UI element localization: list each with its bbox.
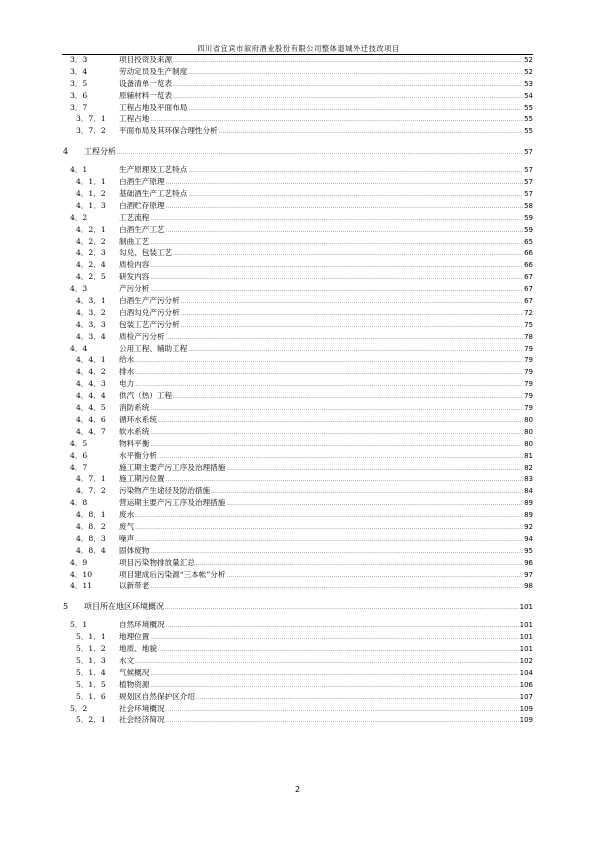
toc-entry-page: 79: [524, 368, 533, 377]
toc-entry-page: 79: [524, 344, 533, 353]
toc-entry-number: 5．1．1: [76, 632, 106, 642]
toc-entry-number: 5．1．6: [76, 691, 106, 701]
toc-entry-number: 3．6: [70, 90, 88, 100]
toc-entry-page: 58: [524, 201, 533, 210]
toc-entry-title: 工艺流程: [119, 212, 150, 222]
toc-entry-number: 5．1: [70, 620, 88, 630]
toc-leader-dots: [150, 580, 523, 594]
toc-entry[interactable]: [62, 569, 533, 581]
toc-entry-page: 55: [524, 115, 533, 124]
toc-entry-page: 55: [524, 127, 533, 136]
toc-entry-title: 以新带老: [119, 581, 150, 591]
toc-entry-number: 4．6: [70, 450, 88, 460]
toc-entry-title: 设备清单一览表: [119, 78, 173, 88]
toc-entry-title: 物料平衡: [119, 438, 150, 448]
toc-entry-title: 基础酒生产工艺特点: [119, 189, 188, 199]
toc-entry[interactable]: [62, 354, 533, 366]
toc-entry-page: 95: [524, 546, 533, 555]
toc-entry-page: 89: [524, 499, 533, 508]
toc-entry-page: 72: [524, 308, 533, 317]
toc-entry-page: 80: [524, 427, 533, 436]
toc-entry-title: 工程分析: [84, 147, 116, 157]
toc-entry-page: 79: [524, 380, 533, 389]
toc-entry-number: 3．4: [70, 66, 88, 76]
toc-entry-number: 4．10: [70, 569, 93, 579]
toc-entry-title: 施工期污位置: [119, 474, 165, 484]
toc-entry-number: 4．4: [70, 343, 88, 353]
toc-entry-number: 4．3．4: [76, 331, 106, 341]
toc-entry-page: 94: [524, 534, 533, 543]
toc-entry-title: 项目所在地区环境概况: [84, 602, 164, 612]
toc-leader-dots: [219, 125, 523, 139]
toc-entry[interactable]: [62, 200, 533, 212]
toc-entry[interactable]: [62, 331, 533, 343]
toc-entry-number: 4．8: [70, 498, 88, 508]
toc-entry-page: 101: [519, 645, 533, 654]
toc-entry-number: 4．7．1: [76, 474, 106, 484]
toc-entry-number: 4．8．4: [76, 545, 106, 555]
toc-entry-number: 5．2．1: [76, 715, 106, 725]
toc-entry-page: 59: [524, 213, 533, 222]
toc-entry-title: 噪声: [119, 533, 135, 543]
toc-entry[interactable]: [62, 66, 533, 78]
toc-entry-number: 4．4．5: [76, 403, 106, 413]
toc-entry-number: 4．9: [70, 557, 88, 567]
toc-entry-page: 96: [524, 558, 533, 567]
toc-entry-page: 53: [524, 79, 533, 88]
toc-entry[interactable]: [62, 473, 533, 485]
toc-entry-title: 消防系统: [119, 403, 150, 413]
toc-entry-page: 98: [524, 582, 533, 591]
toc-entry[interactable]: [62, 545, 533, 557]
toc-entry-number: 4．7: [70, 462, 88, 472]
toc-entry-number: 5．1．4: [76, 667, 106, 677]
toc-entry-title: 植物资源: [119, 679, 150, 689]
toc-entry-title: 电力: [119, 379, 135, 389]
toc-entry[interactable]: [62, 378, 533, 390]
toc-entry-page: 66: [524, 261, 533, 270]
toc-entry-page: 57: [524, 178, 533, 187]
toc-entry-page: 57: [524, 148, 533, 157]
toc-entry[interactable]: [62, 521, 533, 533]
toc-entry-title: 营运期主要产污工序及治理措施: [119, 498, 226, 508]
toc-entry-title: 原辅材料一览表: [119, 90, 173, 100]
toc-entry-number: 4．1．2: [76, 189, 106, 199]
toc-entry[interactable]: [62, 533, 533, 545]
toc-entry-number: 4．2．1: [76, 224, 106, 234]
toc-entry[interactable]: [62, 580, 533, 592]
toc-entry-page: 89: [524, 511, 533, 520]
toc-entry-number: 4．8．1: [76, 510, 106, 520]
toc-entry-title: 平面布局及其环保合理性分析: [119, 126, 218, 136]
toc-entry-number: 4．11: [70, 581, 93, 591]
toc-entry[interactable]: [62, 54, 533, 66]
toc-entry-number: 4．3．1: [76, 296, 106, 306]
toc-entry[interactable]: [62, 402, 533, 414]
toc-entry[interactable]: [62, 509, 533, 521]
toc-entry-number: 4．5: [70, 438, 88, 448]
toc-entry-number: 4．8．3: [76, 533, 106, 543]
toc-entry-page: 81: [524, 451, 533, 460]
toc-entry-number: 4．7．2: [76, 486, 106, 496]
toc-entry[interactable]: [62, 462, 533, 474]
toc-entry[interactable]: [62, 188, 533, 200]
toc-entry-page: 57: [524, 166, 533, 175]
toc-entry-number: 3．7．2: [76, 126, 106, 136]
toc-entry[interactable]: [62, 390, 533, 402]
toc-entry-title: 供汽（热）工程: [119, 391, 173, 401]
toc-entry-number: 4．8．2: [76, 521, 106, 531]
toc-entry-page: 66: [524, 249, 533, 258]
toc-entry-number: 5．1．3: [76, 655, 106, 665]
toc-entry-page: 84: [524, 487, 533, 496]
toc-entry-title: 项目投资及来源: [119, 55, 173, 64]
toc-entry-page: 67: [524, 297, 533, 306]
toc-entry-page: 67: [524, 285, 533, 294]
toc-entry[interactable]: [62, 125, 533, 137]
toc-entry[interactable]: [62, 271, 533, 283]
page-number: 2: [294, 785, 301, 794]
toc-entry-page: 54: [524, 91, 533, 100]
toc-entry-number: 4．4．1: [76, 355, 106, 365]
toc-entry-title: 白酒勾兑产污分析: [119, 307, 180, 317]
toc-entry-page: 109: [519, 716, 533, 725]
toc-entry-page: 59: [524, 225, 533, 234]
toc-entry[interactable]: [62, 259, 533, 271]
toc-entry[interactable]: [62, 643, 533, 655]
toc-leader-dots: [117, 146, 523, 160]
toc-entry-number: 4．2．5: [76, 272, 106, 282]
toc-entry-number: 4．4．6: [76, 414, 106, 424]
toc-entry[interactable]: [62, 78, 533, 90]
toc-entry[interactable]: [62, 601, 533, 613]
running-header: 四川省宜宾市叙府酒业股份有限公司整体退城外迁技改项目: [197, 44, 400, 53]
toc-entry-number: 4．4．3: [76, 379, 106, 389]
toc-entry[interactable]: [62, 236, 533, 248]
toc-leader-dots: [165, 601, 519, 615]
toc-entry-page: 52: [524, 67, 533, 76]
toc-entry-title: 循环水系统: [119, 414, 157, 424]
toc-entry-title: 工程占地: [119, 114, 150, 124]
toc-entry-page: 101: [519, 633, 533, 642]
toc-entry-title: 固体废物: [119, 545, 150, 555]
toc-entry[interactable]: [62, 224, 533, 236]
toc-entry-number: 4: [63, 147, 69, 157]
toc-entry-title: 地质、地貌: [119, 644, 157, 654]
toc-entry-title: 白酒生产原理: [119, 177, 165, 187]
toc-entry-number: 4．3．3: [76, 319, 106, 329]
toc-entry-number: 4．3．2: [76, 307, 106, 317]
toc-entry[interactable]: [62, 343, 533, 355]
toc-entry-number: 3．3: [70, 55, 88, 64]
toc-entry-page: 106: [519, 680, 533, 689]
toc-entry-page: 67: [524, 273, 533, 282]
toc-entry-number: 4．1: [70, 165, 88, 175]
toc-entry[interactable]: [62, 655, 533, 667]
toc-entry-title: 白酒贮存原理: [119, 200, 165, 210]
toc-entry[interactable]: [62, 485, 533, 497]
toc-entry-title: 排水: [119, 367, 135, 377]
toc-leader-dots: [166, 714, 519, 728]
toc-entry[interactable]: [62, 667, 533, 679]
toc-entry-title: 质检内容: [119, 260, 150, 270]
toc-entry-title: 污染物产生途径及防治措施: [119, 486, 211, 496]
toc-entry[interactable]: [62, 426, 533, 438]
toc-entry-page: 82: [524, 463, 533, 472]
toc-entry-title: 制曲工艺: [119, 236, 150, 246]
toc-entry-title: 研发内容: [119, 272, 150, 282]
toc-entry-title: 水平衡分析: [119, 450, 157, 460]
toc-entry-title: 产污分析: [119, 284, 150, 294]
toc-entry-page: 79: [524, 356, 533, 365]
toc-entry[interactable]: [62, 691, 533, 703]
toc-entry-number: 4．2: [70, 212, 88, 222]
toc-entry[interactable]: [62, 497, 533, 509]
toc-entry-number: 4．2．4: [76, 260, 106, 270]
toc-entry-title: 气候概况: [119, 667, 150, 677]
toc-entry-title: 废水: [119, 510, 135, 520]
toc-entry[interactable]: [62, 450, 533, 462]
toc-entry-title: 地理位置: [119, 632, 150, 642]
toc-entry-page: 97: [524, 570, 533, 579]
toc-entry[interactable]: [62, 307, 533, 319]
toc-entry-number: 4．4．2: [76, 367, 106, 377]
toc-entry[interactable]: [62, 212, 533, 224]
toc-entry-title: 给水: [119, 355, 135, 365]
toc-entry-page: 55: [524, 103, 533, 112]
toc-entry[interactable]: [62, 619, 533, 631]
toc-entry-page: 57: [524, 190, 533, 199]
toc-entry-title: 白酒生产工艺: [119, 224, 165, 234]
toc-entry[interactable]: [62, 438, 533, 450]
toc-entry-title: 项目建成后污染源“三本帐”分析: [119, 569, 226, 579]
toc-entry-page: 80: [524, 439, 533, 448]
toc-entry-page: 107: [519, 692, 533, 701]
toc-entry[interactable]: [62, 714, 533, 726]
toc-entry-page: 83: [524, 475, 533, 484]
toc-entry-page: 101: [519, 621, 533, 630]
toc-entry-page: 80: [524, 415, 533, 424]
toc-entry-title: 勾兑、包装工艺: [119, 248, 173, 258]
toc-entry[interactable]: [62, 113, 533, 125]
toc-entry-page: 79: [524, 392, 533, 401]
toc-entry-page: 101: [519, 603, 533, 612]
toc-entry-title: 施工期主要产污工序及治理措施: [119, 462, 226, 472]
toc-entry[interactable]: [62, 703, 533, 715]
toc-entry-number: 4．4．4: [76, 391, 106, 401]
toc-entry-title: 社会经济简况: [119, 715, 165, 725]
toc-entry[interactable]: [62, 557, 533, 569]
toc-entry-number: 5: [63, 602, 69, 612]
toc-entry-title: 质检产污分析: [119, 331, 165, 341]
toc-entry[interactable]: [62, 295, 533, 307]
toc-entry[interactable]: [62, 146, 533, 158]
toc-entry-number: 3．5: [70, 78, 88, 88]
toc-entry[interactable]: [62, 247, 533, 259]
toc-entry-title: 白酒生产产污分析: [119, 296, 180, 306]
toc-entry-title: 软水系统: [119, 426, 150, 436]
toc-entry[interactable]: [62, 176, 533, 188]
toc-entry-title: 社会环境概况: [119, 703, 165, 713]
toc-entry-title: 包装工艺产污分析: [119, 319, 180, 329]
toc-entry-number: 5．2: [70, 703, 88, 713]
toc-entry-number: 5．1．5: [76, 679, 106, 689]
toc-entry[interactable]: [62, 319, 533, 331]
toc-entry-title: 规划区自然保护区介绍: [119, 691, 195, 701]
toc-entry-title: 废气: [119, 521, 135, 531]
toc-entry-title: 水文: [119, 655, 135, 665]
toc-entry[interactable]: [62, 366, 533, 378]
toc-entry-page: 78: [524, 332, 533, 341]
toc-entry-title: 公用工程、辅助工程: [119, 343, 188, 353]
toc-entry-number: 4．1．1: [76, 177, 106, 187]
toc-entry-page: 79: [524, 404, 533, 413]
toc-entry[interactable]: [62, 164, 533, 176]
toc-entry[interactable]: [62, 679, 533, 691]
table-of-contents: [62, 54, 533, 726]
toc-entry-title: 劳动定员及生产制度: [119, 66, 188, 76]
toc-entry-number: 4．1．3: [76, 200, 106, 210]
toc-entry-page: 104: [519, 668, 533, 677]
toc-entry-page: 75: [524, 320, 533, 329]
toc-entry-number: 4．3: [70, 284, 88, 294]
toc-entry-title: 自然环境概况: [119, 620, 165, 630]
toc-entry-number: 5．1．2: [76, 644, 106, 654]
toc-entry-page: 65: [524, 237, 533, 246]
toc-entry-number: 3．7: [70, 102, 88, 112]
toc-entry-number: 4．4．7: [76, 426, 106, 436]
toc-entry-number: 3．7．1: [76, 114, 106, 124]
toc-entry-title: 项目污染物排放量汇总: [119, 557, 195, 567]
toc-entry-page: 102: [519, 656, 533, 665]
toc-entry-page: 109: [519, 704, 533, 713]
toc-entry-number: 4．2．3: [76, 248, 106, 258]
toc-entry-title: 工程占地及平面布局: [119, 102, 188, 112]
toc-entry-page: 92: [524, 522, 533, 531]
toc-entry[interactable]: [62, 631, 533, 643]
toc-entry-title: 生产原理及工艺特点: [119, 165, 188, 175]
toc-entry[interactable]: [62, 102, 533, 114]
toc-entry[interactable]: [62, 414, 533, 426]
toc-entry[interactable]: [62, 283, 533, 295]
toc-entry-page: 52: [524, 56, 533, 64]
toc-entry-number: 4．2．2: [76, 236, 106, 246]
toc-entry[interactable]: [62, 90, 533, 102]
